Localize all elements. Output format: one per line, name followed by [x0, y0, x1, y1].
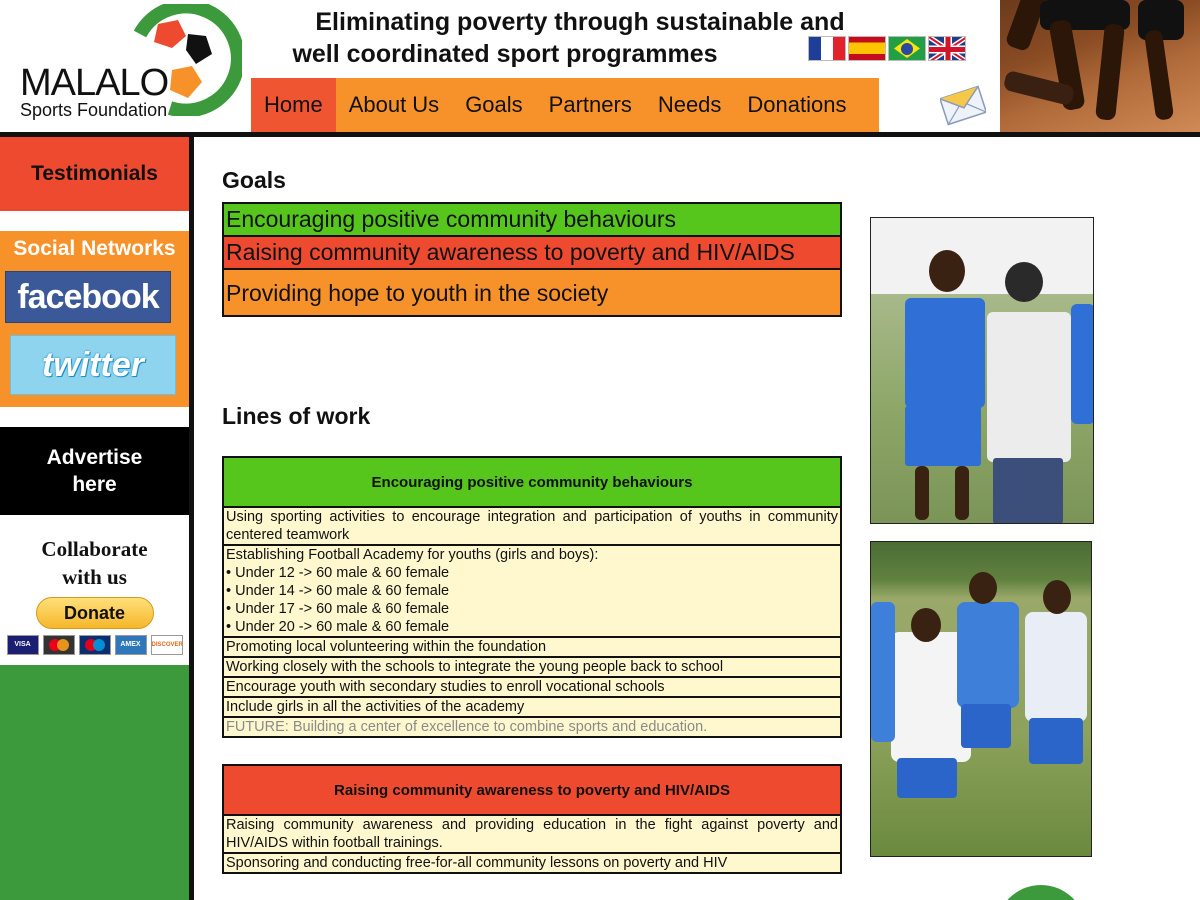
facebook-button[interactable]: facebook: [5, 271, 171, 323]
logo-name: MALALO: [20, 62, 169, 104]
header-photo-football-legs: [1000, 0, 1200, 132]
sidebar-green-panel: [0, 665, 189, 900]
advertise-here-box[interactable]: [0, 427, 189, 515]
work-row: Encourage youth with secondary studies to enroll vocational schools: [224, 678, 840, 698]
social-networks-box: [0, 231, 189, 407]
logo-subtitle: Sports Foundation: [20, 100, 168, 120]
header: [0, 0, 1200, 136]
academy-item: • Under 14 -> 60 male & 60 female: [226, 583, 450, 599]
goal-row-hope: Providing hope to youth in the society: [224, 270, 840, 315]
nav-needs[interactable]: Needs: [657, 92, 722, 117]
photo-group-kids: [870, 541, 1092, 857]
collaborate-line-2: with us: [62, 565, 127, 589]
work-table-heading: Encouraging positive community behaviours: [224, 458, 840, 508]
green-circle-decoration: [996, 885, 1086, 900]
work-row: Raising community awareness and providing education in the fight against poverty and HIV/AIDS within football trainings.: [224, 816, 840, 854]
tagline-line-2: well coordinated sport programmes: [292, 40, 718, 68]
donate-button[interactable]: Donate: [36, 597, 154, 629]
work-row: Promoting local volunteering within the foundation: [224, 638, 840, 658]
goals-table: [222, 202, 842, 317]
sidebar: [0, 137, 189, 900]
spanish-flag-icon[interactable]: [848, 36, 886, 61]
discover-card-icon: DISCOVER: [151, 635, 183, 655]
maestro-card-icon: [79, 635, 111, 655]
testimonials-button[interactable]: Testimonials: [0, 137, 189, 211]
goals-heading: Goals: [222, 167, 286, 193]
twitter-button[interactable]: twitter: [10, 335, 176, 395]
main-content: [194, 137, 1200, 900]
visa-card-icon: VISA: [7, 635, 39, 655]
mastercard-icon: [43, 635, 75, 655]
work-table-behaviours: [222, 456, 842, 738]
uk-flag-icon[interactable]: [928, 36, 966, 61]
nav-goals[interactable]: Goals: [465, 92, 523, 117]
nav-home[interactable]: Home: [251, 78, 336, 132]
malalo-logo[interactable]: [14, 4, 246, 128]
tagline: [290, 6, 870, 70]
tagline-line-1: Eliminating poverty through sustainable and: [315, 8, 845, 36]
collaborate-box: [0, 515, 189, 665]
work-row: Using sporting activities to encourage integration and participation of youths in community centered teamwork: [224, 508, 840, 546]
payment-cards: [0, 635, 189, 655]
nav-partners[interactable]: Partners: [548, 92, 632, 117]
academy-item: • Under 12 -> 60 male & 60 female: [226, 565, 450, 581]
amex-card-icon: AMEX: [115, 635, 147, 655]
work-table-heading: Raising community awareness to poverty and HIV/AIDS: [224, 766, 840, 816]
work-table-awareness: [222, 764, 842, 874]
language-flags: [808, 36, 966, 61]
work-row-future: FUTURE: Building a center of excellence to combine sports and education.: [226, 719, 708, 735]
academy-item: • Under 20 -> 60 male & 60 female: [226, 619, 450, 635]
work-row: Include girls in all the activities of the academy: [224, 698, 840, 718]
nav-donations[interactable]: Donations: [747, 92, 847, 117]
advertise-line-2: here: [72, 473, 117, 496]
social-networks-title: Social Networks: [13, 237, 176, 260]
nav-about-us[interactable]: About Us: [348, 92, 440, 117]
goal-row-behaviours: Encouraging positive community behaviours: [224, 204, 840, 237]
collaborate-line-1: Collaborate: [41, 537, 148, 561]
main-nav: [251, 78, 879, 132]
photo-two-boys: [870, 217, 1094, 524]
goal-row-awareness: Raising community awareness to poverty and HIV/AIDS: [224, 237, 840, 270]
mail-icon[interactable]: [940, 82, 986, 128]
work-row: Sponsoring and conducting free-for-all community lessons on poverty and HIV: [226, 855, 728, 871]
french-flag-icon[interactable]: [808, 36, 846, 61]
work-row-academy: [224, 546, 840, 638]
lines-of-work-heading: Lines of work: [222, 403, 371, 429]
brazilian-flag-icon[interactable]: [888, 36, 926, 61]
academy-item: • Under 17 -> 60 male & 60 female: [226, 601, 450, 617]
academy-intro: Establishing Football Academy for youths (girls and boys):: [226, 547, 599, 563]
advertise-line-1: Advertise: [46, 446, 143, 469]
work-row: Working closely with the schools to integrate the young people back to school: [224, 658, 840, 678]
